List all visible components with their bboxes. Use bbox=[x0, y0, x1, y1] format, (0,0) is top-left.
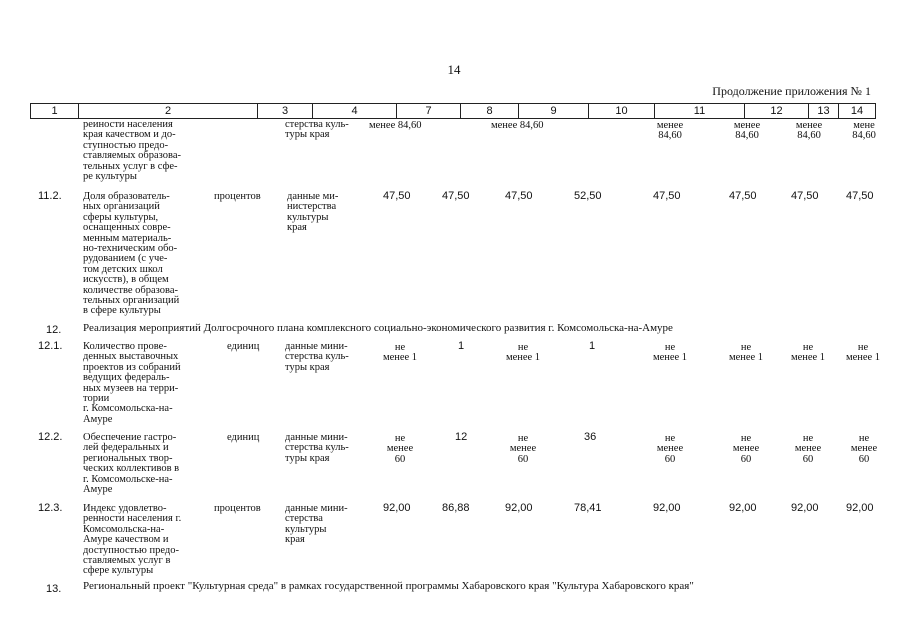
row-12-2-col13: не менее 60 bbox=[794, 433, 822, 465]
row-12-1-name: Количество прове- денных выставочных проектов из собраний ведущих федераль- ных музеев на терри- тории г. Комсомольска-на- Амуре bbox=[83, 341, 181, 425]
header-col-13: 13 bbox=[808, 104, 838, 118]
header-col-9: 9 bbox=[518, 104, 588, 118]
row-12-2-unit: единиц bbox=[227, 432, 260, 443]
row0-col7: менее 84,60 bbox=[369, 120, 422, 131]
row-12-2-col11: не менее 60 bbox=[656, 433, 684, 465]
row-11-2-col9: 47,50 bbox=[505, 190, 533, 202]
row-12-2-col7: не менее 60 bbox=[386, 433, 414, 465]
row-12-1-col13: не менее 1 bbox=[790, 342, 826, 364]
row-12-3-col14: 92,00 bbox=[846, 502, 874, 514]
continuation-caption: Продолжение приложения № 1 bbox=[712, 84, 871, 98]
row-11-2-name: Доля образователь- ных организаций сферы культуры, оснащенных совре- менным материаль- но-техническим обо- рудованием (с уче- том детских школ искусств), в общем количестве образова- тельных организаций в сфере культуры bbox=[83, 191, 180, 317]
row-12-1-col12: не менее 1 bbox=[728, 342, 764, 364]
header-col-3: 3 bbox=[257, 104, 312, 118]
header-col-4: 4 bbox=[312, 104, 396, 118]
row-11-2-col13: 47,50 bbox=[791, 190, 819, 202]
row-11-2-col8: 47,50 bbox=[442, 190, 470, 202]
row-12-1-source: данные мини- стерства куль- туры края bbox=[285, 341, 349, 373]
row-12-2-name: Обеспечение гастро- лей федеральных и региональных твор- ческих коллективов в г. Комсомольске-на- Амуре bbox=[83, 432, 180, 496]
row0-col14: мене 84,60 bbox=[852, 120, 876, 142]
row-12-1-col11: не менее 1 bbox=[652, 342, 688, 364]
row-13-title: Региональный проект "Культурная среда" в рамках государственной программы Хабаровского края "Культура Хабаровского края" bbox=[83, 580, 694, 592]
row-12-2-source: данные мини- стерства куль- туры края bbox=[285, 432, 349, 464]
row-11-2-unit: процентов bbox=[214, 191, 261, 202]
row-12-2-col10: 36 bbox=[584, 431, 597, 443]
row-11-2-source: данные ми- нистерства культуры края bbox=[287, 191, 339, 234]
row-12-title: Реализация мероприятий Долгосрочного плана комплексного социально-экономического развития г. Комсомольска-на-Амуре bbox=[83, 322, 673, 334]
header-col-7: 7 bbox=[396, 104, 460, 118]
row-12-2-col12: не менее 60 bbox=[732, 433, 760, 465]
row-12-2-col9: не менее 60 bbox=[509, 433, 537, 465]
row-12-1-col10: 1 bbox=[589, 340, 596, 352]
row-12-code: 12. bbox=[46, 324, 62, 336]
row0-col12: менее 84,60 bbox=[733, 120, 761, 142]
header-col-11: 11 bbox=[654, 104, 744, 118]
row-11-2-col10: 52,50 bbox=[574, 190, 602, 202]
row-11-2-code: 11.2. bbox=[38, 190, 62, 202]
row-12-3-unit: процентов bbox=[214, 503, 261, 514]
row-12-3-code: 12.3. bbox=[38, 502, 63, 514]
row-12-3-col9: 92,00 bbox=[505, 502, 533, 514]
page-number: 14 bbox=[447, 62, 461, 77]
row-12-3-col7: 92,00 bbox=[383, 502, 411, 514]
row-12-2-col14: не менее 60 bbox=[850, 433, 878, 465]
row-13-code: 13. bbox=[46, 583, 62, 595]
row-12-3-source: данные мини- стерства культуры края bbox=[285, 503, 348, 546]
row-12-1-unit: единиц bbox=[227, 341, 260, 352]
row-11-2-col7: 47,50 bbox=[383, 190, 411, 202]
row-12-3-name: Индекс удовлетво- ренности населения г. Комсомольска-на- Амуре качеством и доступностью предо- ставляемых услуг в сфере культуры bbox=[83, 503, 182, 577]
header-col-8: 8 bbox=[460, 104, 518, 118]
row-12-3-col12: 92,00 bbox=[729, 502, 757, 514]
row-12-1-code: 12.1. bbox=[38, 340, 63, 352]
row0-col11: менее 84,60 bbox=[656, 120, 684, 142]
row-11-2-col12: 47,50 bbox=[729, 190, 757, 202]
row-12-2-code: 12.2. bbox=[38, 431, 63, 443]
header-col-10: 10 bbox=[588, 104, 654, 118]
row-12-1-col8: 1 bbox=[458, 340, 465, 352]
header-col-14: 14 bbox=[838, 104, 875, 118]
row-12-1-col14: не менее 1 bbox=[845, 342, 881, 364]
row0-source: стерства куль- туры края bbox=[285, 119, 349, 141]
row-12-3-col8: 86,88 bbox=[442, 502, 470, 514]
table-header bbox=[30, 103, 876, 119]
header-col-2: 2 bbox=[78, 104, 257, 118]
row-11-2-col11: 47,50 bbox=[653, 190, 681, 202]
row0-name: реиности населения края качеством и до- ступностью предо- ставляемых образова- тельных услуг в сфе- ре культуры bbox=[83, 119, 181, 183]
row-12-3-col13: 92,00 bbox=[791, 502, 819, 514]
row0-col13: менее 84,60 bbox=[795, 120, 823, 142]
row-12-3-col11: 92,00 bbox=[653, 502, 681, 514]
row-12-1-col9: не менее 1 bbox=[505, 342, 541, 364]
row-11-2-col14: 47,50 bbox=[846, 190, 874, 202]
row-12-2-col8: 12 bbox=[455, 431, 468, 443]
header-col-1: 1 bbox=[30, 104, 78, 118]
row-12-1-col7: не менее 1 bbox=[382, 342, 418, 364]
header-col-12: 12 bbox=[744, 104, 808, 118]
row-12-3-col10: 78,41 bbox=[574, 502, 602, 514]
row0-col9: менее 84,60 bbox=[491, 120, 544, 131]
